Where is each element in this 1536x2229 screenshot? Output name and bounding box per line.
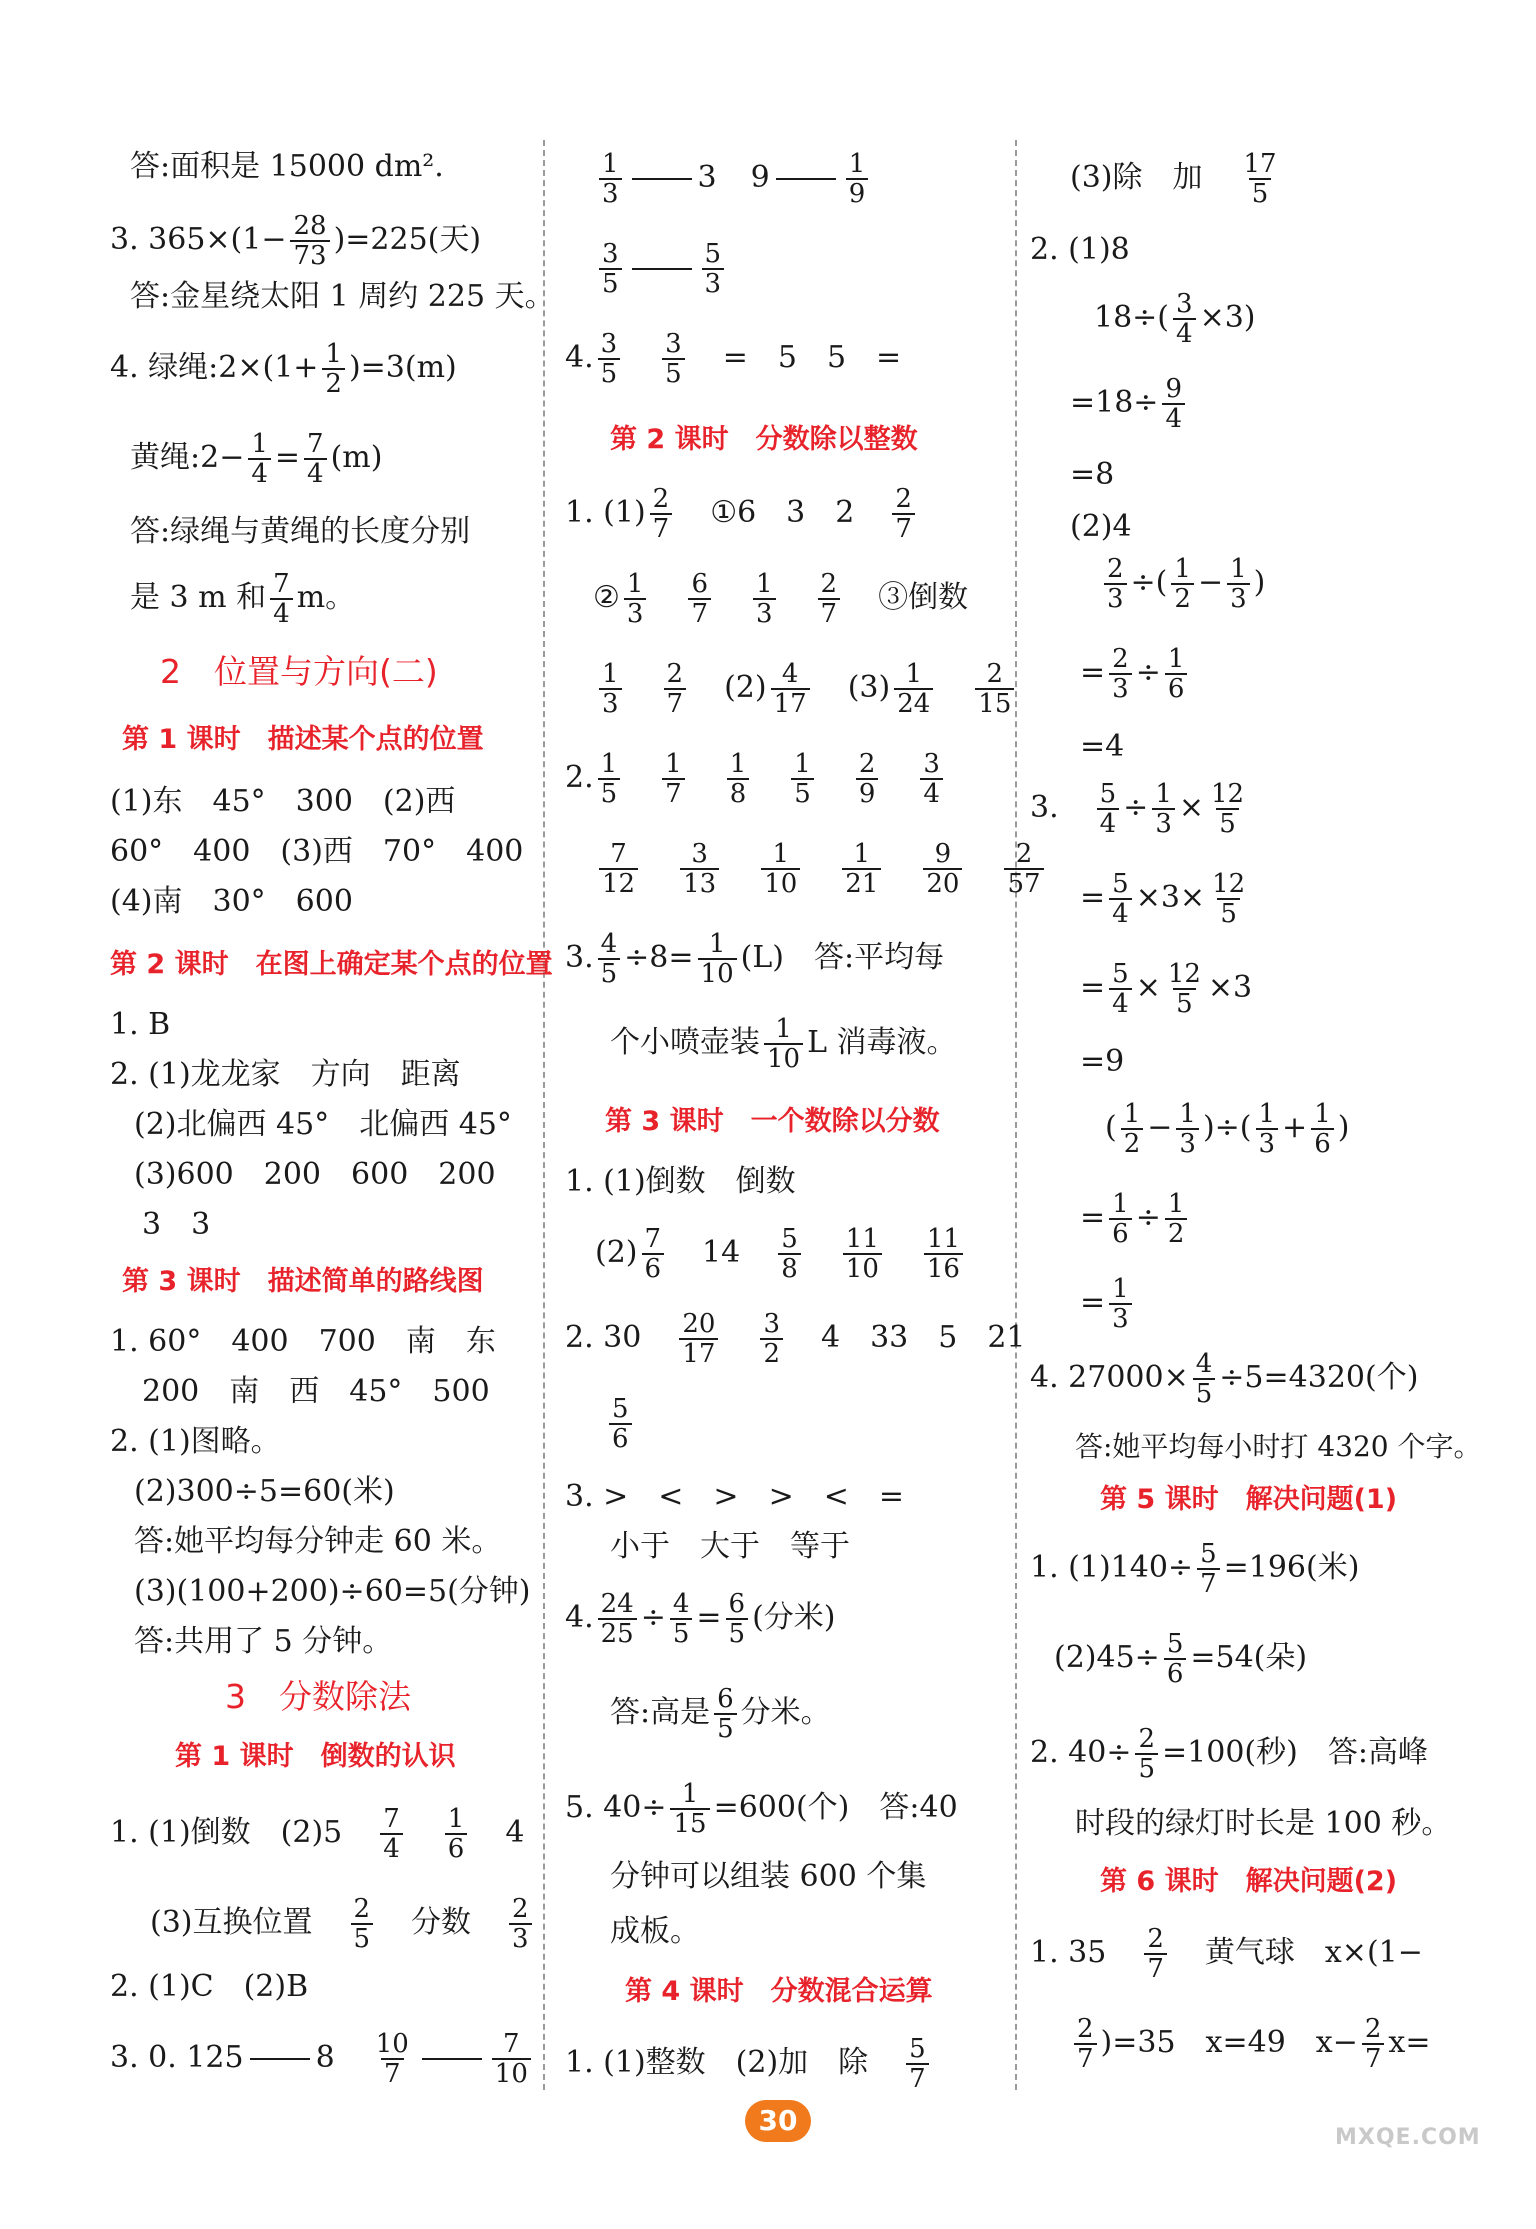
lesson-heading: 第 1 课时 倒数的认识	[175, 1741, 456, 1772]
answer-line: = $\frac{2}{3}$ ÷ $\frac{1}{6}$	[1080, 645, 1191, 703]
answer-line: 2. 30 $\frac{20}{17}$ $\frac{3}{2}$ 4 33 5 21	[565, 1309, 1026, 1369]
fraction: $\frac{2}{7}$	[892, 485, 915, 543]
answer-line: 200 南 西 45° 500	[142, 1374, 490, 1409]
answer-line: 个小喷壶装 $\frac{1}{10}$ L 消毒液。	[610, 1014, 957, 1074]
fraction: $\frac{9}{4}$	[1162, 375, 1185, 433]
fraction: $\frac{1}{21}$	[842, 840, 881, 898]
fraction: $\frac{11}{10}$	[843, 1225, 882, 1283]
fraction: $\frac{1}{2}$	[1121, 1100, 1144, 1158]
fraction: $\frac{2}{7}$	[664, 660, 687, 718]
answer-line: 2. (1)C (2)B	[110, 1969, 309, 2004]
answer-line: $\frac{2}{7}$ )=35 x=49 x− $\frac{2}{7}$ x=	[1070, 2015, 1430, 2073]
fraction: $\frac{1}{2}$	[1165, 1190, 1188, 1248]
answer-line: 4. 绿绳:2×(1+ $\frac{1}{2}$ )=3(m)	[110, 339, 457, 399]
lesson-heading: 第 3 课时 一个数除以分数	[605, 1106, 940, 1137]
fraction: $\frac{4}{5}$	[598, 930, 621, 988]
lesson-heading: 第 5 课时 解决问题(1)	[1100, 1484, 1398, 1515]
fraction: $\frac{1}{10}$	[698, 930, 737, 988]
fraction: $\frac{2}{7}$	[650, 485, 673, 543]
fraction: $\frac{24}{25}$	[598, 1590, 637, 1648]
fraction: $\frac{1}{4}$	[248, 430, 271, 488]
fraction: $\frac{2}{3}$	[1104, 555, 1127, 613]
fraction: $\frac{1}{3}$	[1227, 555, 1250, 613]
fraction: $\frac{1}{2}$	[1171, 555, 1194, 613]
fraction: $\frac{1}{3}$	[624, 570, 647, 628]
fraction: $\frac{2}{57}$	[1004, 840, 1043, 898]
answer-line	[595, 840, 1048, 898]
answer-line: (2) $\frac{7}{6}$ 14 $\frac{5}{8}$ $\frac{11}{10}$ $\frac{11}{16}$	[595, 1225, 967, 1283]
fraction: $\frac{5}{4}$	[1109, 870, 1132, 928]
fraction: $\frac{3}{4}$	[1173, 290, 1196, 348]
answer-line: 1. (1) $\frac{2}{7}$ ①6 3 2 $\frac{2}{7}$	[565, 485, 919, 543]
answer-line: 答:面积是 15000 dm².	[130, 149, 444, 184]
answer-line: $\frac{1}{3}$ $\frac{2}{7}$ (2) $\frac{4}{17}$ (3) $\frac{1}{24}$ $\frac{2}{15}$	[595, 660, 1018, 718]
answer-line: = $\frac{5}{4}$ ×3× $\frac{12}{5}$	[1080, 870, 1252, 928]
answer-line: 1. (1)倒数 (2)5 $\frac{7}{4}$ $\frac{1}{6}$ 4	[110, 1804, 525, 1864]
lesson-heading: 第 3 课时 描述简单的路线图	[122, 1266, 484, 1297]
fraction: $\frac{2}{5}$	[351, 1895, 374, 1953]
column-divider	[1015, 140, 1017, 2090]
fraction: $\frac{20}{17}$	[679, 1310, 718, 1368]
fraction: $\frac{1}{2}$	[322, 340, 345, 398]
answer-line: 是 3 m 和 $\frac{7}{4}$ m。	[130, 569, 356, 629]
answer-line: $\frac{1}{3}$ 3 9 $\frac{1}{9}$	[595, 150, 872, 208]
answer-line: = $\frac{5}{4}$ × $\frac{12}{5}$ ×3	[1080, 959, 1253, 1019]
lesson-heading: 第 2 课时 分数除以整数	[610, 424, 918, 455]
fraction: $\frac{12}{5}$	[1212, 869, 1246, 929]
answer-line: 2. (1)龙龙家 方向 距离	[110, 1057, 461, 1092]
fraction: $\frac{5}{4}$	[1109, 960, 1132, 1018]
fraction: $\frac{9}{20}$	[923, 840, 962, 898]
fraction: $\frac{1}{9}$	[846, 150, 869, 208]
fraction: $\frac{1}{24}$	[894, 660, 933, 718]
lesson-heading: 第 6 课时 解决问题(2)	[1100, 1866, 1398, 1897]
fraction: $\frac{7}{4}$	[304, 430, 327, 488]
answer-line: 4. 27000× $\frac{4}{5}$ ÷5=4320(个)	[1030, 1349, 1419, 1409]
fraction: $\frac{5}{3}$	[702, 240, 725, 298]
fraction: $\frac{28}{73}$	[290, 212, 329, 270]
answer-line: 成板。	[610, 1914, 700, 1949]
answer-line: 60° 400 (3)西 70° 400	[110, 834, 524, 869]
fraction: $\frac{5}{6}$	[1164, 1630, 1187, 1688]
fraction: $\frac{2}{3}$	[509, 1895, 532, 1953]
fraction: $\frac{1}{8}$	[727, 750, 750, 808]
fraction: $\frac{1}{3}$	[753, 570, 776, 628]
fraction: $\frac{1}{7}$	[662, 750, 685, 808]
fraction: $\frac{1}{10}$	[761, 840, 800, 898]
fraction: $\frac{2}{3}$	[1109, 645, 1132, 703]
fraction: $\frac{3}{4}$	[920, 750, 943, 808]
answer-line: 4. $\frac{24}{25}$ ÷ $\frac{4}{5}$ = $\frac{6}{5}$ (分米)	[565, 1589, 836, 1649]
fraction: $\frac{1}{6}$	[445, 1805, 468, 1863]
fraction: $\frac{2}{7}$	[1362, 2015, 1385, 2073]
answer-line	[595, 240, 728, 298]
answer-line: 3. $\frac{5}{4}$ ÷ $\frac{1}{3}$ × $\frac{12}{5}$	[1030, 780, 1251, 838]
fraction: $\frac{1}{3}$	[1152, 780, 1175, 838]
fraction: $\frac{5}{7}$	[1197, 1540, 1220, 1598]
answer-line: 1. (1)整数 (2)加 除 $\frac{5}{7}$	[565, 2035, 933, 2093]
answer-line: 3. 365×(1− $\frac{28}{73}$ )=225(天)	[110, 211, 482, 271]
answer-line: =9	[1080, 1044, 1125, 1079]
answer-line: 答:金星绕太阳 1 周约 225 天。	[130, 279, 555, 314]
answer-line: 3 3	[142, 1207, 211, 1242]
answer-line: 1. (1)倒数 倒数	[565, 1164, 796, 1199]
fraction: $\frac{1}{10}$	[764, 1015, 803, 1073]
answer-line: 答:共用了 5 分钟。	[134, 1624, 393, 1659]
answer-line: (2)4	[1070, 509, 1132, 544]
answer-line: 2. $\frac{1}{5}$ $\frac{1}{7}$ $\frac{1}{8}$ $\frac{1}{5}$ $\frac{2}{9}$ $\frac{3}{4}$	[565, 750, 947, 808]
unit-heading: 2 位置与方向(二)	[160, 652, 438, 691]
answer-line: 分钟可以组装 600 个集	[610, 1859, 927, 1894]
answer-line: 2. (1)8	[1030, 232, 1130, 267]
answer-line: 3. > < > > < =	[565, 1479, 904, 1514]
answer-line: 答:高是 $\frac{6}{5}$ 分米。	[610, 1684, 831, 1744]
lesson-heading: 第 1 课时 描述某个点的位置	[122, 724, 484, 755]
answer-line: 5. 40÷ $\frac{1}{15}$ =600(个) 答:40	[565, 1779, 958, 1839]
fraction: $\frac{10}{7}$	[375, 2029, 409, 2089]
answer-line: 1. 35 $\frac{2}{7}$ 黄气球 x×(1−	[1030, 1924, 1423, 1984]
fraction: $\frac{3}{5}$	[662, 330, 685, 388]
fraction: $\frac{4}{5}$	[670, 1590, 693, 1648]
fraction: $\frac{2}{9}$	[856, 750, 879, 808]
fraction: $\frac{1}{3}$	[1176, 1100, 1199, 1158]
answer-line: 答:她平均每分钟走 60 米。	[134, 1524, 502, 1559]
answer-line: (3)600 200 600 200	[134, 1157, 496, 1192]
answer-line: (2)45÷ $\frac{5}{6}$ =54(朵)	[1054, 1629, 1308, 1689]
answer-line: (3)(100+200)÷60=5(分钟)	[134, 1574, 531, 1609]
answer-line: (3)除 加 $\frac{17}{5}$	[1070, 150, 1284, 208]
fraction: $\frac{2}{7}$	[1074, 2015, 1097, 2073]
unit-heading: 3 分数除法	[225, 1677, 411, 1716]
answer-line: (2)300÷5=60(米)	[134, 1474, 395, 1509]
fraction: $\frac{1}{5}$	[791, 750, 814, 808]
fraction: $\frac{1}{5}$	[598, 750, 621, 808]
answer-line: 黄绳:2− $\frac{1}{4}$ = $\frac{7}{4}$ (m)	[130, 429, 383, 489]
answer-line: =4	[1080, 729, 1125, 764]
answer-line: = $\frac{1}{3}$	[1080, 1275, 1136, 1333]
answer-line: (4)南 30° 600	[110, 884, 353, 919]
fraction: $\frac{7}{10}$	[492, 2030, 531, 2088]
answer-line: 答:她平均每小时打 4320 个字。	[1075, 1430, 1482, 1463]
lesson-heading: 第 4 课时 分数混合运算	[625, 1976, 933, 2007]
fraction: $\frac{4}{17}$	[771, 660, 810, 718]
fraction: $\frac{2}{7}$	[1144, 1925, 1167, 1983]
fraction: $\frac{1}{3}$	[1256, 1100, 1279, 1158]
fraction: $\frac{1}{3}$	[1109, 1275, 1132, 1333]
fraction: $\frac{3}{5}$	[599, 240, 622, 298]
fraction: $\frac{3}{13}$	[680, 840, 719, 898]
watermark: MXQE.COM	[1335, 2125, 1481, 2150]
answer-line: 1. B	[110, 1007, 171, 1042]
fraction: $\frac{1}{15}$	[670, 1780, 709, 1838]
answer-line: (2)北偏西 45° 北偏西 45°	[134, 1107, 512, 1142]
fraction: $\frac{7}{4}$	[380, 1805, 403, 1863]
answer-line: ② $\frac{1}{3}$ $\frac{6}{7}$ $\frac{1}{3}$ $\frac{2}{7}$ ③倒数	[593, 569, 969, 629]
fraction: $\frac{12}{5}$	[1167, 959, 1201, 1019]
fraction: $\frac{4}{5}$	[1193, 1350, 1216, 1408]
fraction: $\frac{5}{8}$	[778, 1225, 801, 1283]
answer-line: 4. $\frac{3}{5}$ $\frac{3}{5}$ = 5 5 =	[565, 329, 902, 389]
answer-line: (3)互换位置 $\frac{2}{5}$ 分数 $\frac{2}{3}$	[150, 1895, 536, 1953]
answer-line: 3. $\frac{4}{5}$ ÷8= $\frac{1}{10}$ (L) 答:平均每	[565, 929, 945, 989]
answer-line: ( $\frac{1}{2}$ − $\frac{1}{3}$ )÷( $\frac{1}{3}$ + $\frac{1}{6}$ )	[1105, 1099, 1350, 1159]
fraction: $\frac{5}{6}$	[609, 1395, 632, 1453]
fraction: $\frac{6}{5}$	[726, 1590, 749, 1648]
fraction: $\frac{7}{6}$	[642, 1225, 665, 1283]
fraction: $\frac{11}{16}$	[924, 1225, 963, 1283]
fraction: $\frac{5}{4}$	[1097, 780, 1120, 838]
fraction: $\frac{3}{2}$	[760, 1310, 783, 1368]
fraction: $\frac{1}{6}$	[1109, 1190, 1132, 1248]
column-divider	[543, 140, 545, 2090]
answer-line: 2. 40÷ $\frac{2}{5}$ =100(秒) 答:高峰	[1030, 1724, 1428, 1784]
answer-line: 1. 60° 400 700 南 东	[110, 1324, 496, 1359]
page-number-badge: 30	[745, 2100, 811, 2142]
fraction: $\frac{1}{3}$	[599, 660, 622, 718]
answer-line: =18÷ $\frac{9}{4}$	[1070, 375, 1189, 433]
fraction: $\frac{7}{4}$	[270, 570, 293, 628]
fraction: $\frac{3}{5}$	[598, 330, 621, 388]
answer-line: $\frac{2}{3}$ ÷( $\frac{1}{2}$ − $\frac{1}{3}$ )	[1100, 555, 1265, 613]
fraction: $\frac{1}{3}$	[599, 150, 622, 208]
fraction: $\frac{2}{5}$	[1135, 1725, 1158, 1783]
fraction: $\frac{6}{7}$	[688, 570, 711, 628]
answer-line: 3. 0. 125 8 $\frac{10}{7}$ $\frac{7}{10}$	[110, 2030, 535, 2088]
fraction: $\frac{12}{5}$	[1211, 779, 1245, 839]
fraction: $\frac{17}{5}$	[1243, 149, 1277, 209]
answer-line: 时段的绿灯时长是 100 秒。	[1075, 1806, 1452, 1841]
fraction: $\frac{2}{15}$	[975, 660, 1014, 718]
fraction: $\frac{1}{6}$	[1311, 1100, 1334, 1158]
answer-line: =8	[1070, 457, 1115, 492]
answer-line: 2. (1)图略。	[110, 1424, 281, 1459]
answer-line: = $\frac{1}{6}$ ÷ $\frac{1}{2}$	[1080, 1190, 1191, 1248]
answer-line: 18÷( $\frac{3}{4}$ ×3)	[1094, 289, 1256, 349]
fraction: $\frac{5}{7}$	[906, 2035, 929, 2093]
fraction: $\frac{2}{7}$	[818, 570, 841, 628]
fraction: $\frac{1}{6}$	[1165, 645, 1188, 703]
fraction: $\frac{7}{12}$	[599, 840, 638, 898]
answer-line: 小于 大于 等于	[610, 1529, 850, 1564]
lesson-heading: 第 2 课时 在图上确定某个点的位置	[110, 949, 553, 980]
fraction: $\frac{6}{5}$	[714, 1685, 737, 1743]
answer-line: 1. (1)140÷ $\frac{5}{7}$ =196(米)	[1030, 1539, 1360, 1599]
answer-line: (1)东 45° 300 (2)西	[110, 784, 456, 819]
answer-line: 答:绿绳与黄绳的长度分别	[130, 514, 471, 549]
answer-line	[605, 1395, 636, 1453]
